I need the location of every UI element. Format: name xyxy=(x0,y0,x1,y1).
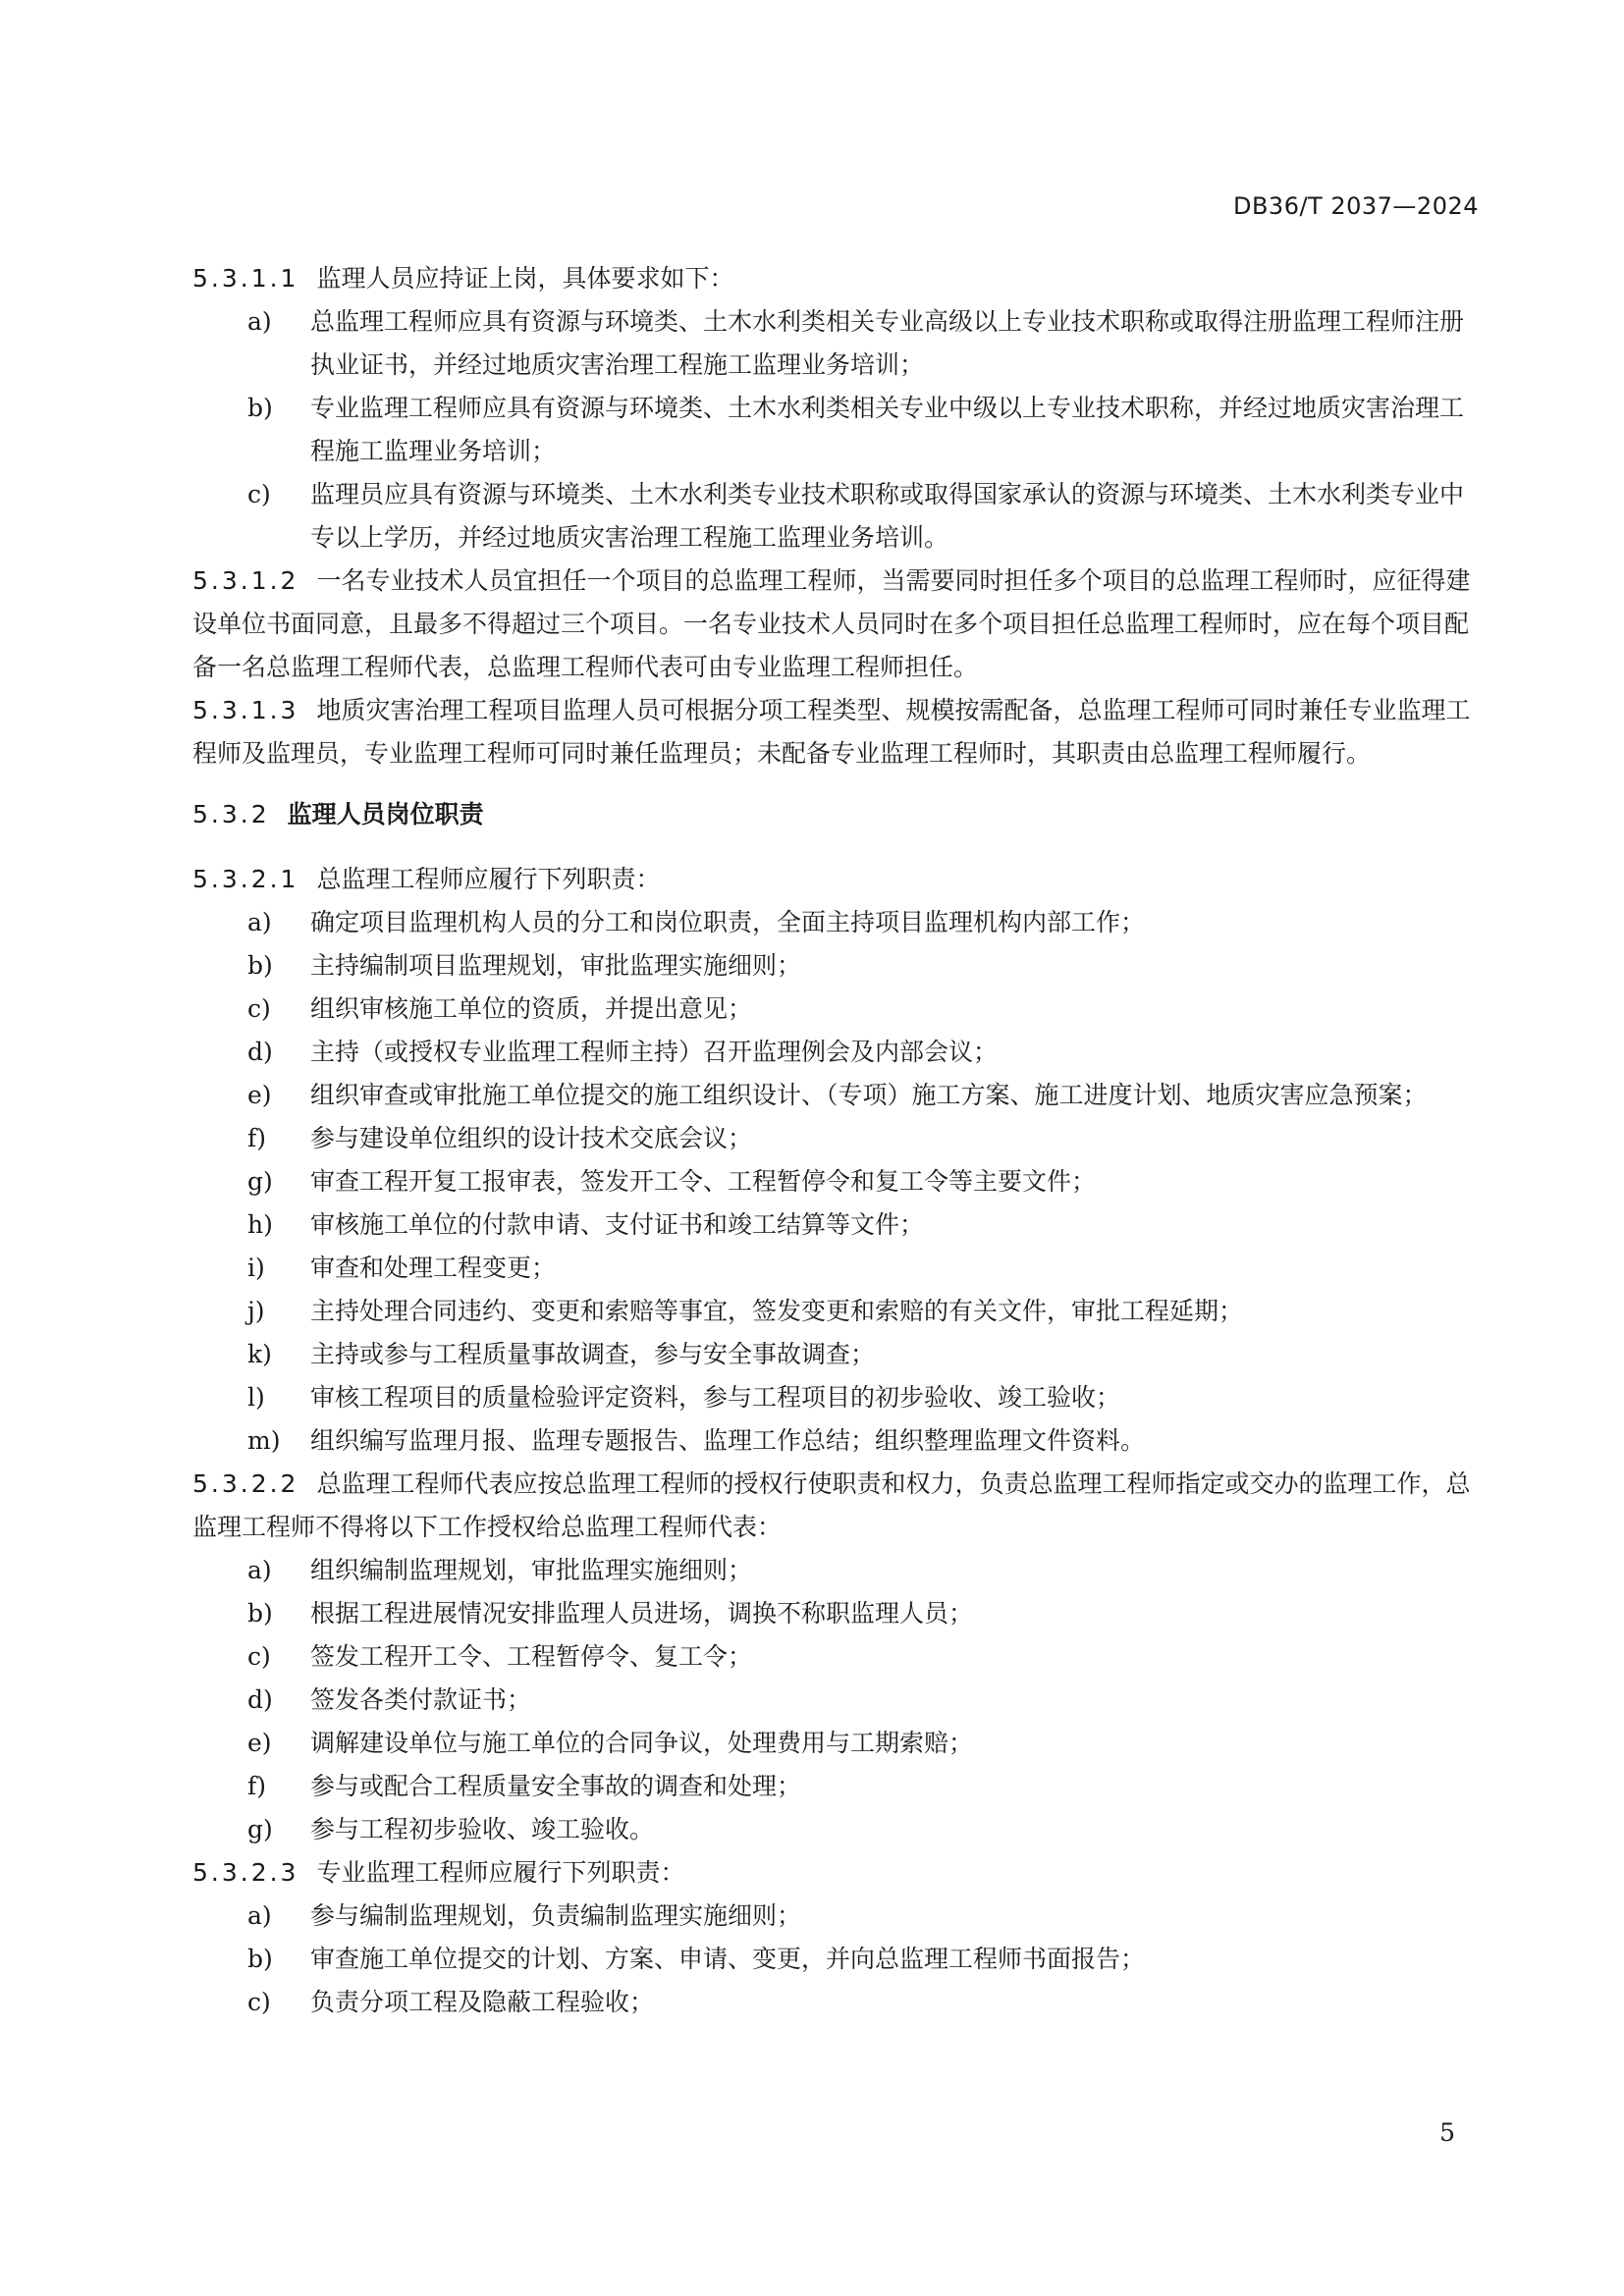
list-marker: d) xyxy=(247,1038,273,1066)
list-item xyxy=(192,1679,1479,1722)
list-marker: j) xyxy=(247,1297,265,1325)
list-item-text: 组织审查或审批施工单位提交的施工组织设计、（专项）施工方案、施工进度计划、地质灾害应急预案； xyxy=(310,1081,1428,1109)
list-marker: b) xyxy=(247,1599,273,1628)
list-item-text: 组织编制监理规划，审批监理实施细则； xyxy=(310,1556,753,1584)
clause-text: 总监理工程师代表应按总监理工程师的授权行使职责和权力，负责总监理工程师指定或交办的监理工作，总监理工程师不得将以下工作授权给总监理工程师代表： xyxy=(192,1469,1471,1541)
list-item xyxy=(192,1808,1479,1851)
clause-text: 专业监理工程师应履行下列职责： xyxy=(316,1858,685,1887)
list-item-text: 审核工程项目的质量检验评定资料，参与工程项目的初步验收、竣工验收； xyxy=(310,1383,1121,1412)
clause-paragraph xyxy=(192,1851,1479,1895)
list-marker: b) xyxy=(247,951,273,980)
list-item xyxy=(192,988,1479,1031)
list-marker: c) xyxy=(247,1642,271,1671)
list-item xyxy=(192,300,1479,387)
list-item-text: 监理员应具有资源与环境类、土木水利类专业技术职称或取得国家承认的资源与环境类、土木水利类专业中专以上学历，并经过地质灾害治理工程施工监理业务培训。 xyxy=(310,480,1465,552)
list-item xyxy=(192,1938,1479,1981)
list-item-text: 总监理工程师应具有资源与环境类、土木水利类相关专业高级以上专业技术职称或取得注册监理工程师注册执业证书，并经过地质灾害治理工程施工监理业务培训； xyxy=(310,307,1465,379)
list-item xyxy=(192,387,1479,473)
clause-text: 监理人员应持证上岗，具体要求如下： xyxy=(316,264,734,293)
list-item xyxy=(192,1117,1479,1160)
list-item-text: 负责分项工程及隐蔽工程验收； xyxy=(310,1988,655,2016)
section-heading xyxy=(192,793,1479,836)
document-body xyxy=(192,257,1479,2024)
list-marker: a) xyxy=(247,1901,272,1930)
list-item xyxy=(192,1074,1479,1117)
list-item xyxy=(192,1247,1479,1290)
list-item-text: 参与编制监理规划，负责编制监理实施细则； xyxy=(310,1901,802,1930)
clause-text: 地质灾害治理工程项目监理人员可根据分项工程类型、规模按需配备，总监理工程师可同时兼任专业监理工程师及监理员，专业监理工程师可同时兼任监理员；未配备专业监理工程师时，其职责由总监理工程师履行。 xyxy=(192,696,1471,768)
list-marker: g) xyxy=(247,1167,273,1196)
list-item-text: 根据工程进展情况安排监理人员进场，调换不称职监理人员； xyxy=(310,1599,974,1628)
clause-number: 5.3.1.3 xyxy=(192,696,299,724)
list-marker: c) xyxy=(247,994,271,1023)
clause-number: 5.3.1.2 xyxy=(192,566,299,595)
list-marker: l) xyxy=(247,1383,265,1412)
list-item xyxy=(192,473,1479,560)
clause-paragraph xyxy=(192,257,1479,300)
list-item xyxy=(192,1981,1479,2024)
section-number: 5.3.2 xyxy=(192,800,270,828)
list-item-text: 主持或参与工程质量事故调查，参与安全事故调查； xyxy=(310,1340,876,1368)
clause-paragraph xyxy=(192,858,1479,901)
list-item xyxy=(192,1635,1479,1679)
list-marker: c) xyxy=(247,480,271,508)
list-marker: h) xyxy=(247,1210,273,1239)
list-item-text: 组织编写监理月报、监理专题报告、监理工作总结；组织整理监理文件资料。 xyxy=(310,1426,1146,1455)
standard-code: DB36/T 2037—2024 xyxy=(1232,192,1479,220)
list-item xyxy=(192,1549,1479,1592)
list-item-text: 专业监理工程师应具有资源与环境类、土木水利类相关专业中级以上专业技术职称，并经过地质灾害治理工程施工监理业务培训； xyxy=(310,394,1465,465)
page-number: 5 xyxy=(1439,2118,1455,2147)
list-item-text: 签发工程开工令、工程暂停令、复工令； xyxy=(310,1642,753,1671)
list-item-text: 调解建设单位与施工单位的合同争议，处理费用与工期索赔； xyxy=(310,1729,974,1757)
list-item-text: 主持处理合同违约、变更和索赔等事宜，签发变更和索赔的有关文件，审批工程延期； xyxy=(310,1297,1244,1325)
list-item xyxy=(192,1160,1479,1203)
list-item xyxy=(192,1290,1479,1333)
list-marker: k) xyxy=(247,1340,272,1368)
list-item-text: 参与建设单位组织的设计技术交底会议； xyxy=(310,1124,753,1152)
list-item-text: 主持（或授权专业监理工程师主持）召开监理例会及内部会议； xyxy=(310,1038,999,1066)
list-item xyxy=(192,1333,1479,1376)
list-marker: e) xyxy=(247,1729,272,1757)
list-marker: e) xyxy=(247,1081,272,1109)
list-marker: a) xyxy=(247,908,272,936)
list-item xyxy=(192,1765,1479,1808)
list-item xyxy=(192,1722,1479,1765)
list-item-text: 审查和处理工程变更； xyxy=(310,1254,557,1282)
list-item xyxy=(192,1031,1479,1074)
list-item xyxy=(192,944,1479,988)
list-item-text: 确定项目监理机构人员的分工和岗位职责，全面主持项目监理机构内部工作； xyxy=(310,908,1146,936)
clause-text: 总监理工程师应履行下列职责： xyxy=(316,865,661,893)
list-marker: i) xyxy=(247,1254,265,1282)
list-item-text: 审核施工单位的付款申请、支付证书和竣工结算等文件； xyxy=(310,1210,925,1239)
clause-text: 一名专业技术人员宜担任一个项目的总监理工程师，当需要同时担任多个项目的总监理工程师时，应征得建设单位书面同意，且最多不得超过三个项目。一名专业技术人员同时在多个项目担任总监理工程师时，应在每个项目配备一名总监理工程师代表，总监理工程师代表可由专业监理工程师担任。 xyxy=(192,566,1471,681)
list-marker: m) xyxy=(247,1426,281,1455)
list-marker: f) xyxy=(247,1124,267,1152)
list-item xyxy=(192,1419,1479,1463)
list-item-text: 主持编制项目监理规划，审批监理实施细则； xyxy=(310,951,802,980)
clause-number: 5.3.2.1 xyxy=(192,865,299,893)
list-marker: g) xyxy=(247,1815,273,1843)
list-marker: f) xyxy=(247,1772,267,1800)
list-item xyxy=(192,1203,1479,1247)
list-marker: d) xyxy=(247,1685,273,1714)
clause-number: 5.3.2.3 xyxy=(192,1858,299,1887)
clause-paragraph xyxy=(192,1463,1479,1549)
list-item-text: 组织审核施工单位的资质，并提出意见； xyxy=(310,994,753,1023)
list-item xyxy=(192,1592,1479,1635)
clause-number: 5.3.2.2 xyxy=(192,1469,299,1498)
list-item-text: 参与工程初步验收、竣工验收。 xyxy=(310,1815,655,1843)
list-item-text: 参与或配合工程质量安全事故的调查和处理； xyxy=(310,1772,802,1800)
section-title: 监理人员岗位职责 xyxy=(287,800,484,828)
list-marker: a) xyxy=(247,1556,272,1584)
list-item xyxy=(192,901,1479,944)
list-item-text: 签发各类付款证书； xyxy=(310,1685,532,1714)
list-marker: a) xyxy=(247,307,272,336)
clause-number: 5.3.1.1 xyxy=(192,264,299,293)
list-item xyxy=(192,1376,1479,1419)
list-item xyxy=(192,1895,1479,1938)
clause-paragraph xyxy=(192,689,1479,775)
list-marker: b) xyxy=(247,1945,273,1973)
list-item-text: 审查施工单位提交的计划、方案、申请、变更，并向总监理工程师书面报告； xyxy=(310,1945,1146,1973)
list-item-text: 审查工程开复工报审表，签发开工令、工程暂停令和复工令等主要文件； xyxy=(310,1167,1097,1196)
list-marker: b) xyxy=(247,394,273,422)
list-marker: c) xyxy=(247,1988,271,2016)
clause-paragraph xyxy=(192,560,1479,689)
